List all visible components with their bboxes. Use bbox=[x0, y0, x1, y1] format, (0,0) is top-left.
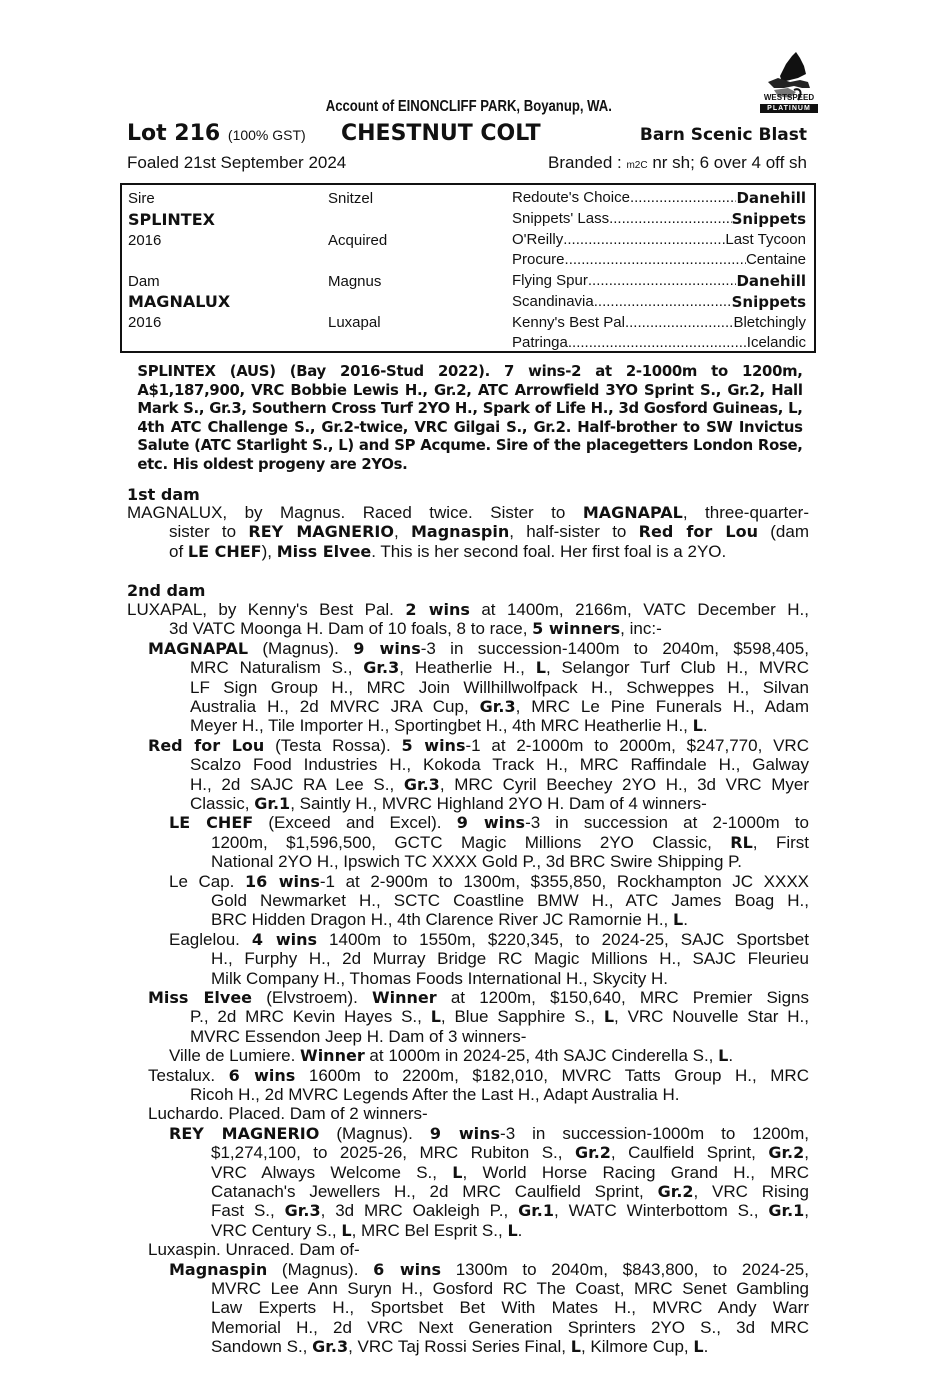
grandparent-row: Procure ..... Centaine bbox=[512, 251, 806, 268]
text-line: Miss Elvee (Elvstroem). Winner at 1200m, $150,640, MRC Premier Signs bbox=[148, 988, 809, 1007]
text-line: Australia H., 2d MVRC JRA Cup, Gr.3, MRC Le Pine Funerals H., Adam bbox=[190, 697, 809, 716]
text-line: Le Cap. 16 wins-1 at 2-900m to 1300m, $355,850, Rockhampton JC XXXX bbox=[169, 871, 810, 891]
sire-summary: SPLINTEX (AUS) (Bay 2016-Stud 2022). 7 wins-2 at 2-1000m to 1200m, A$1,187,900, VRC Bobbie Lewis H., Gr.2, ATC Arrowfield 3YO Sprint S., Gr.2, Hall Mark S., Gr.3, Southern Cross Turf 2YO H., Spark of Life H., 3d Gosford Guineas, L, 4th ATC Challenge S., Gr.2-twice, VRC Gilgai S., Gr.2. Half-brother to SW Invictus Salute (ATC Starlight S., L) and SP Acqume. Sire of the placegetters London Rose, etc. His oldest progeny are 2YOs. bbox=[137, 362, 803, 473]
branding: Branded : m2C nr sh; 6 over 4 off sh bbox=[548, 153, 807, 172]
grandparent-row: Redoute's Choice ..... Danehill bbox=[512, 189, 806, 207]
text-line: 3d VATC Moonga H. Dam of 10 foals, 8 to race, 5 winners, inc:- bbox=[169, 619, 662, 639]
dam-sire: Magnus bbox=[328, 273, 382, 290]
text-line: BRC Hidden Dragon H., 4th Clarence River JC Ramornie H., L. bbox=[211, 910, 688, 930]
text-line: MVRC Lee Ann Suryn H., Gosford RC The Coast, MRC Senet Gambling bbox=[211, 1279, 809, 1298]
text-line: Classic, Gr.1, Saintly H., MVRC Highland 2YO H. Dam of 4 winners- bbox=[190, 794, 707, 813]
text-line: REY MAGNERIO (Magnus). 9 wins-3 in succession-1000m to 1200m, bbox=[169, 1123, 809, 1143]
text-line: Milk Company H., Thomas Foods International H., Skycity H. bbox=[211, 968, 668, 988]
colour-sex: CHESTNUT COLT bbox=[341, 121, 541, 146]
text-line: Luxaspin. Unraced. Dam of- bbox=[148, 1240, 360, 1260]
pedigree-table bbox=[120, 183, 816, 353]
text-line: MRC Naturalism S., Gr.3, Heatherlie H., L, Selangor Turf Club H., MVRC bbox=[190, 658, 809, 678]
text-line: Magnaspin (Magnus). 6 wins 1300m to 2040m, $843,800, to 2024-25, bbox=[169, 1259, 809, 1279]
text-line: sister to REY MAGNERIO, Magnaspin, half-sister to Red for Lou (dam bbox=[169, 522, 809, 542]
dam-label: Dam bbox=[128, 273, 160, 290]
foaled-date: Foaled 21st September 2024 bbox=[127, 153, 347, 172]
horse-name: Barn Scenic Blast bbox=[639, 125, 807, 145]
dam-dam: Luxapal bbox=[328, 314, 381, 331]
text-line: Eaglelou. 4 wins 1400m to 1550m, $220,345, to 2024-25, SAJC Sportsbet bbox=[169, 929, 809, 949]
text-line: Ville de Lumiere. Winner at 1000m in 2024-25, 4th SAJC Cinderella S., L. bbox=[169, 1046, 734, 1066]
text-line: Red for Lou (Testa Rossa). 5 wins-1 at 2-1000m to 2000m, $247,770, VRC bbox=[148, 735, 809, 755]
text-line: LF Sign Group H., MRC Join Willhillwolfpack H., Schweppes H., Silvan bbox=[190, 677, 809, 697]
sire-sire: Snitzel bbox=[328, 190, 374, 207]
vendor-account: Account of EINONCLIFF PARK, Boyanup, WA. bbox=[325, 98, 612, 115]
text-line: $1,274,100, to 2025-26, MRC Rubiton S., Gr.2, Caulfield Sprint, Gr.2, bbox=[211, 1143, 809, 1163]
text-line: MAGNALUX, by Magnus. Raced twice. Sister to MAGNAPAL, three-quarter- bbox=[127, 503, 809, 522]
dam-year: 2016 bbox=[128, 314, 162, 331]
text-line: Gold Newmarket H., SCTC Coastline BMW H., ATC James Boag H., bbox=[211, 891, 809, 910]
text-line: of LE CHEF), Miss Elvee. This is her second foal. Her first foal is a 2YO. bbox=[169, 541, 727, 561]
text-line: Scalzo Food Industries H., Kokoda Track H., MRC Raffindale H., Galway bbox=[190, 755, 809, 775]
text-line: MAGNAPAL (Magnus). 9 wins-3 in succession-1400m to 2040m, $598,405, bbox=[148, 638, 809, 658]
text-line: LUXAPAL, by Kenny's Best Pal. 2 wins at 1400m, 2166m, VATC December H., bbox=[127, 600, 809, 619]
grandparent-row: Flying Spur ..... Danehill bbox=[512, 272, 806, 290]
grandparent-row: O'Reilly ..... Last Tycoon bbox=[512, 231, 806, 248]
text-line: Ricoh H., 2d MVRC Legends After the Last H., Adapt Australia H. bbox=[190, 1085, 680, 1104]
grandparent-row: Scandinavia ..... Snippets bbox=[512, 293, 806, 311]
sire-dam: Acquired bbox=[328, 232, 388, 249]
grandparent-row: Kenny's Best Pal ..... Bletchingly bbox=[512, 314, 806, 331]
brand-mark-icon: m2C bbox=[626, 160, 648, 171]
text-line: MVRC Essendon Jeep H. Dam of 3 winners- bbox=[190, 1026, 527, 1046]
sire-year: 2016 bbox=[128, 232, 162, 249]
grandparent-row: Patringa ..... Icelandic bbox=[512, 334, 806, 351]
text-line: National 2YO H., Ipswich TC XXXX Gold P., 3d BRC Swire Shipping P. bbox=[211, 852, 743, 872]
text-line: H., 2d SAJC RA Lee S., Gr.3, MRC Cyril Beechey 2YO H., 3d VRC Myer bbox=[190, 774, 809, 794]
text-line: Memorial H., 2d VRC Next Generation Sprinters 2YO S., 3d MRC bbox=[211, 1317, 809, 1337]
text-line: Sandown S., Gr.3, VRC Taj Rossi Series Final, L, Kilmore Cup, L. bbox=[211, 1337, 709, 1357]
text-line: H., Furphy H., 2d Murray Bridge RC Magic Millions H., SAJC Fleurieu bbox=[211, 949, 809, 969]
logo-brand-text: WESTSPEED bbox=[763, 93, 815, 102]
text-line: Catanach's Jewellers H., 2d MRC Caulfield Sprint, Gr.2, VRC Rising bbox=[211, 1182, 809, 1201]
logo-tier-badge: PLATINUM bbox=[760, 104, 818, 113]
text-line: Luchardo. Placed. Dam of 2 winners- bbox=[148, 1104, 428, 1124]
text-line: Meyer H., Tile Importer H., Sportingbet H., 4th MRC Heatherlie H., L. bbox=[190, 716, 708, 736]
text-line: Fast S., Gr.3, 3d MRC Oakleigh P., Gr.1, WATC Winterbottom S., Gr.1, bbox=[211, 1201, 810, 1221]
text-line: 1200m, $1,596,500, GCTC Magic Millions 2YO Classic, RL, First bbox=[211, 832, 809, 852]
text-line: VRC Century S., L, MRC Bel Esprit S., L. bbox=[211, 1220, 523, 1240]
grandparent-row: Snippets' Lass ..... Snippets bbox=[512, 210, 806, 228]
second-dam-heading: 2nd dam bbox=[127, 581, 206, 600]
dam-name: MAGNALUX bbox=[128, 292, 231, 311]
text-line: VRC Always Welcome S., L, World Horse Racing Grand H., MRC bbox=[211, 1162, 809, 1182]
first-dam-heading: 1st dam bbox=[127, 485, 200, 504]
text-line: Testalux. 6 wins 1600m to 2200m, $182,010, MVRC Tatts Group H., MRC bbox=[148, 1065, 809, 1085]
text-line: P., 2d MRC Kevin Hayes S., L, Blue Sapphire S., L, VRC Nouvelle Star H., bbox=[190, 1007, 809, 1027]
sire-label: Sire bbox=[128, 190, 155, 207]
text-line: Law Experts H., Sportsbet Bet With Mates H., MVRC Andy Warr bbox=[211, 1298, 809, 1318]
sire-name: SPLINTEX bbox=[128, 210, 215, 229]
lot-title-line bbox=[127, 121, 807, 151]
gst-note: (100% GST) bbox=[227, 127, 306, 143]
text-line: LE CHEF (Exceed and Excel). 9 wins-3 in succession at 2-1000m to bbox=[169, 813, 809, 833]
lot-number: Lot 216 (100% GST) bbox=[127, 121, 306, 146]
